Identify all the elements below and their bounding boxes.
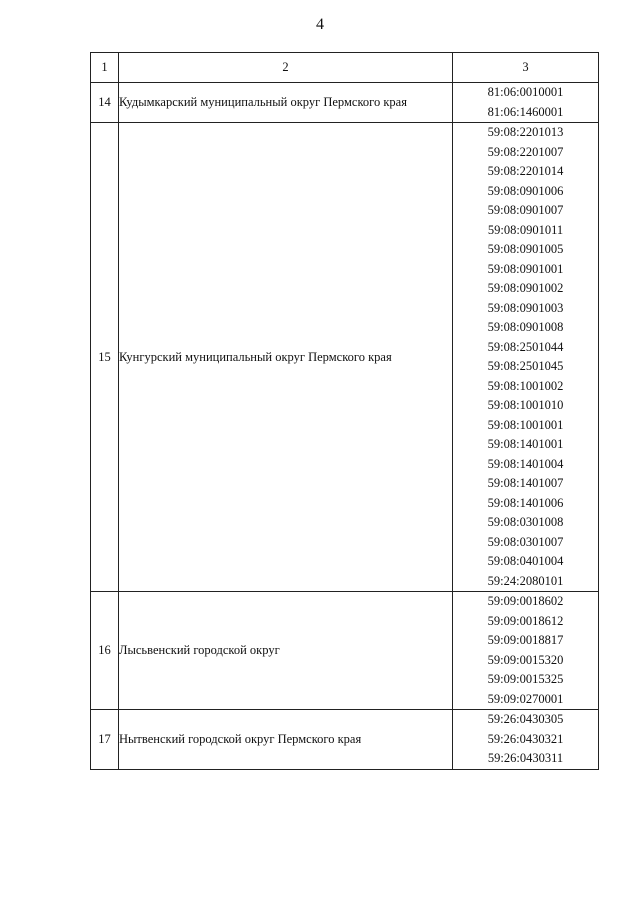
cadastral-code: 59:08:1001001 — [487, 417, 564, 432]
cadastral-code: 59:08:0301007 — [487, 534, 564, 549]
municipality-name: Лысьвенский городской округ — [119, 592, 453, 710]
row-number: 17 — [91, 710, 119, 770]
cadastral-code: 59:09:0018602 — [487, 594, 564, 608]
cadastral-codes-cell — [453, 123, 599, 592]
cadastral-codes-cell — [453, 83, 599, 123]
cadastral-code: 59:08:0901011 — [487, 222, 564, 237]
table-row — [91, 592, 599, 710]
municipality-name: Нытвенский городской округ Пермского края — [119, 710, 453, 770]
cadastral-code: 59:09:0015320 — [487, 652, 564, 667]
row-number: 16 — [91, 592, 119, 710]
cadastral-code: 59:08:0901002 — [487, 281, 564, 295]
cadastral-code: 59:08:0901008 — [487, 320, 564, 334]
cadastral-code: 59:09:0018612 — [487, 613, 564, 628]
column-header-1: 1 — [91, 53, 119, 83]
cadastral-code: 59:08:0901001 — [487, 261, 564, 276]
cadastral-code: 59:08:1401001 — [487, 437, 564, 451]
cadastral-code: 59:09:0270001 — [487, 691, 564, 706]
table-header-row — [91, 53, 599, 83]
municipality-name: Кунгурский муниципальный округ Пермского края — [119, 123, 453, 592]
cadastral-code: 59:08:0901006 — [487, 183, 564, 198]
cadastral-code: 59:26:0430305 — [487, 712, 564, 726]
cadastral-code: 59:09:0015325 — [487, 672, 564, 686]
table-body — [91, 83, 599, 770]
cadastral-code: 59:26:0430321 — [487, 731, 564, 746]
cadastral-code: 59:26:0430311 — [487, 751, 564, 765]
cadastral-code: 59:08:2201007 — [487, 144, 564, 159]
cadastral-code: 59:08:0901007 — [487, 203, 564, 217]
cadastral-code: 59:08:0401004 — [487, 554, 564, 568]
table-row — [91, 710, 599, 770]
column-header-3: 3 — [453, 53, 599, 83]
cadastral-code: 59:08:0301008 — [487, 515, 564, 529]
cadastral-code: 59:08:2501045 — [487, 359, 564, 373]
cadastral-code: 59:08:1401006 — [487, 495, 564, 510]
cadastral-code: 59:08:1001002 — [487, 378, 564, 393]
cadastral-code: 59:08:1401007 — [487, 476, 564, 490]
cadastral-code: 59:08:0901003 — [487, 300, 564, 315]
cadastral-table — [90, 52, 599, 770]
cadastral-code: 59:08:2501044 — [487, 339, 564, 354]
table-row — [91, 123, 599, 592]
cadastral-codes-cell — [453, 710, 599, 770]
cadastral-code: 59:08:1401004 — [487, 456, 564, 471]
cadastral-code: 59:08:2201014 — [487, 164, 564, 178]
cadastral-code: 59:08:0901005 — [487, 242, 564, 256]
cadastral-code: 81:06:1460001 — [487, 104, 564, 119]
column-header-2: 2 — [119, 53, 453, 83]
page-number: 4 — [316, 16, 324, 33]
municipality-name: Кудымкарский муниципальный округ Пермского края — [119, 83, 453, 123]
cadastral-code: 59:08:2201013 — [487, 125, 564, 139]
cadastral-codes-cell — [453, 592, 599, 710]
cadastral-code: 59:24:2080101 — [487, 573, 564, 588]
cadastral-code: 59:08:1001010 — [487, 398, 564, 412]
cadastral-code: 59:09:0018817 — [487, 633, 564, 647]
cadastral-code: 81:06:0010001 — [487, 85, 564, 99]
row-number: 14 — [91, 83, 119, 123]
row-number: 15 — [91, 123, 119, 592]
table-row — [91, 83, 599, 123]
